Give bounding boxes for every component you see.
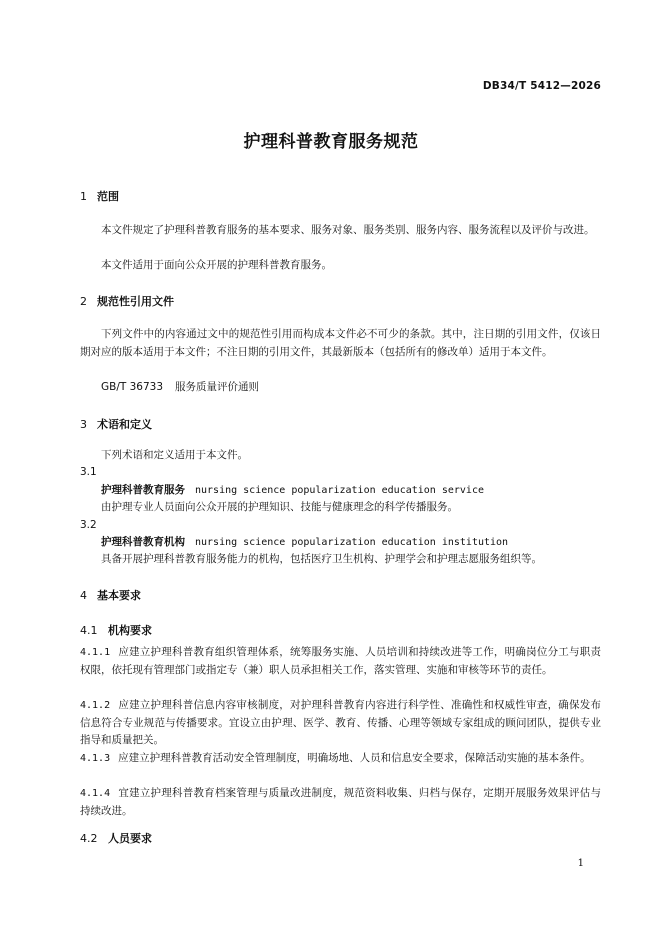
section-title: 基本要求	[97, 589, 141, 602]
term-3-1	[101, 482, 484, 500]
section-3-heading	[80, 416, 152, 432]
subsection-title: 机构要求	[108, 624, 152, 637]
section-1-heading	[80, 188, 119, 204]
clause-4-1-4	[80, 785, 601, 820]
term-3-1-number: 3.1	[80, 466, 97, 478]
term-3-1-definition: 由护理专业人员面向公众开展的护理知识、技能与健康理念的科学传播服务。	[101, 501, 458, 513]
terms-intro: 下列术语和定义适用于本文件。	[101, 449, 248, 461]
reference-code: GB/T 36733	[101, 381, 164, 393]
section-number: 2	[80, 295, 87, 308]
section-title: 术语和定义	[97, 418, 152, 431]
section-title: 范围	[97, 190, 119, 203]
term-3-2-number: 3.2	[80, 519, 97, 531]
clause-number: 4.1.4	[80, 788, 111, 799]
clause-4-1-2	[80, 697, 601, 750]
clause-text: 应建立护理科普教育活动安全管理制度，明确场地、人员和信息安全要求，保障活动实施的基本条件。	[118, 752, 591, 764]
section-number: 1	[80, 190, 87, 203]
document-title: 护理科普教育服务规范	[243, 132, 419, 152]
term-chinese: 护理科普教育服务	[101, 484, 185, 496]
clause-text: 宜建立护理科普教育档案管理与质量改进制度，规范资料收集、归档与保存，定期开展服务效果评估与持续改进。	[80, 787, 601, 817]
subsection-4-1-heading	[80, 622, 152, 638]
standard-number: DB34/T 5412—2026	[482, 80, 601, 92]
reference-title: 服务质量评价通则	[175, 381, 260, 393]
clause-text: 应建立护理科普信息内容审核制度，对护理科普教育内容进行科学性、准确性和权威性审查，确保发布信息符合专业规范与传播要求。宜设立由护理、医学、教育、传播、心理等领域专家组成的顾问团队，提供专业指导和质量把关。	[80, 699, 601, 746]
subsection-number: 4.2	[80, 832, 98, 845]
term-3-2-definition: 具备开展护理科普教育服务能力的机构，包括医疗卫生机构、护理学会和护理志愿服务组织等。	[101, 553, 542, 565]
section-2-heading	[80, 293, 174, 309]
subsection-title: 人员要求	[108, 832, 152, 845]
section-4-heading	[80, 587, 141, 603]
subsection-4-2-heading	[80, 830, 152, 846]
clause-4-1-3	[80, 750, 601, 768]
section-1-paragraph-2: 本文件适用于面向公众开展的护理科普教育服务。	[101, 259, 332, 271]
normative-reference	[101, 379, 259, 397]
term-chinese: 护理科普教育机构	[101, 536, 185, 548]
term-english: nursing science popularization education institution	[195, 537, 509, 548]
section-title: 规范性引用文件	[97, 295, 174, 308]
section-number: 3	[80, 418, 87, 431]
clause-number: 4.1.2	[80, 700, 111, 711]
term-3-2	[101, 534, 508, 552]
clause-4-1-1	[80, 644, 601, 679]
clause-text: 应建立护理科普教育组织管理体系，统筹服务实施、人员培训和持续改进等工作，明确岗位分工与职责权限，依托现有管理部门或指定专（兼）职人员承担相关工作，落实管理、实施和审核等环节的责任。	[80, 646, 601, 676]
clause-number: 4.1.3	[80, 753, 111, 764]
section-1-paragraph-1: 本文件规定了护理科普教育服务的基本要求、服务对象、服务类别、服务内容、服务流程以及评价与改进。	[101, 224, 595, 236]
section-2-paragraph: 下列文件中的内容通过文中的规范性引用而构成本文件必不可少的条款。其中，注日期的引用文件，仅该日期对应的版本适用于本文件；不注日期的引用文件，其最新版本（包括所有的修改单）适用于本文件。	[80, 328, 601, 358]
section-number: 4	[80, 589, 87, 602]
clause-number: 4.1.1	[80, 647, 111, 658]
term-english: nursing science popularization education service	[195, 485, 484, 496]
page-number: 1	[577, 858, 584, 869]
subsection-number: 4.1	[80, 624, 98, 637]
